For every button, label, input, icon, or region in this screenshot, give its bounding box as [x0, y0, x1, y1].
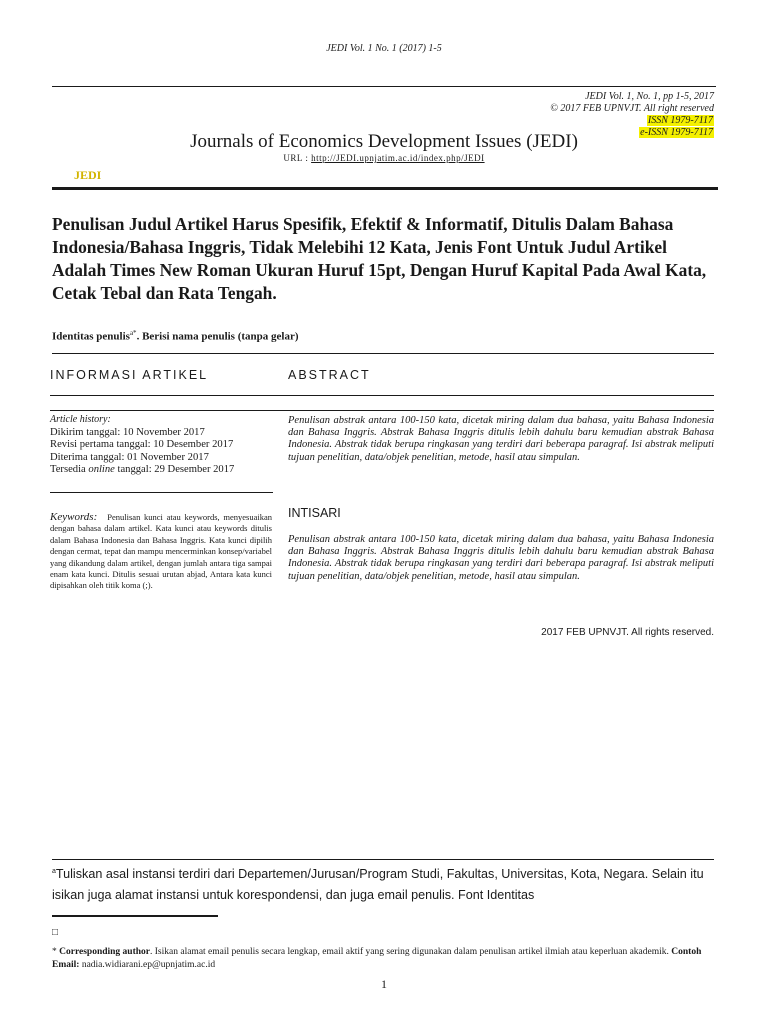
abstract-heading: ABSTRACT: [288, 368, 371, 382]
history-accepted: Diterima tanggal: 01 November 2017: [50, 451, 209, 463]
history-rule: [50, 492, 273, 493]
page-number: 1: [381, 977, 387, 991]
issn: ISSN 1979-7117: [647, 115, 713, 126]
email-value: nadia.widiarani.ep@upnjatim.ac.id: [79, 960, 216, 970]
corresponding-text: . Isikan alamat email penulis secara lengkap, email aktif yang sering digunakan dalam penulisan artikel ilmiah atau keperluan akademik.: [150, 947, 672, 957]
author-text: . Berisi nama penulis (tanpa gelar): [136, 330, 299, 343]
copyright-line: © 2017 FEB UPNVJT. All right reserved: [550, 103, 714, 114]
institution-text: Tuliskan asal instansi terdiri dari Departemen/Jurusan/Program Studi, Fakultas, Universitas, Kota, Negara. Selain itu isikan juga alamat instansi untuk korespondensi, dan juga email penulis. Font Identitas: [52, 867, 704, 903]
heading-rule-2: [50, 410, 714, 411]
footnote-text: [52, 946, 716, 972]
keywords-text: Penulisan kunci atau keywords, menyesuaikan dengan bahasa dalam artikel. Kata kunci atau keywords ditulis dalam Bahasa Indonesia dan Bahasa Inggris. Kata kunci dipilih dengan cermat, tepat dan mampu mencerminkan konsep/variabel yang dikandung dalam artikel, dengan jumlah antara tiga sampai enam kata kunci. Ditulis sesuai urutan abjad, Antara kata kunci dipisahkan oleh titik koma (;).: [50, 512, 272, 591]
journal-logo-text: JEDI: [74, 168, 102, 182]
article-history: [50, 414, 275, 477]
history-received: Dikirim tanggal: 10 November 2017: [50, 426, 205, 438]
author-label: Identitas penulis: [52, 330, 130, 343]
history-label: Article history:: [50, 414, 111, 425]
footnote-rule: [52, 915, 218, 917]
author-rule: [52, 353, 714, 354]
intisari-heading: INTISARI: [288, 506, 341, 520]
article-title: Penulisan Judul Artikel Harus Spesifik, Efektif & Informatif, Ditulis Dalam Bahasa Indonesia/Bahasa Inggris, Tidak Melebihi 12 Kata, Jenis Font Untuk Judul Artikel Adalah Times New Roman Ukuran Huruf 15pt, Dengan Huruf Kapital Pada Awal Kata, Cetak Tebal dan Rata Tengah.: [52, 214, 707, 303]
author-marks: a*: [129, 329, 137, 337]
institution-note: [52, 861, 716, 906]
history-online: Tersedia online tanggal: 29 Desember 2017: [50, 464, 235, 475]
journal-url-link[interactable]: http://JEDI.upnjatim.ac.id/index.php/JEDI: [311, 153, 485, 163]
institution-rule: [52, 859, 714, 860]
title-thick-rule: [52, 187, 718, 190]
footnote-star: *: [52, 947, 57, 957]
url-label: URL :: [283, 153, 312, 163]
corresponding-label: Corresponding author: [59, 947, 151, 957]
rights-statement: 2017 FEB UPNVJT. All rights reserved.: [541, 627, 714, 638]
institution-mark: a: [52, 868, 56, 875]
running-header: JEDI Vol. 1 No. 1 (2017) 1-5: [326, 43, 442, 54]
email-label: Contoh Email:: [52, 947, 702, 970]
footnote-symbol: □: [52, 927, 59, 938]
heading-rule: [50, 395, 714, 396]
info-heading: INFORMASI ARTIKEL: [50, 368, 209, 382]
author-line: [52, 329, 299, 343]
keywords-block: [50, 512, 272, 592]
history-revised: Revisi pertama tanggal: 10 Desember 2017: [50, 439, 234, 450]
journal-title: Journals of Economics Development Issues (JEDI): [190, 131, 578, 152]
keywords-label: Keywords:: [50, 511, 98, 523]
volume-line: JEDI Vol. 1, No. 1, pp 1-5, 2017: [585, 91, 714, 102]
eissn: e-ISSN 1979-7117: [640, 127, 713, 138]
header-rule: [52, 86, 716, 87]
intisari-text: Penulisan abstrak antara 100-150 kata, dicetak miring dalam dua bahasa, yaitu Bahasa Indonesia dan Bahasa Inggris. Abstrak Bahasa Inggris ditulis lebih dahulu baru kemudian abstrak Bahasa Indonesia. Abstrak tidak berupa ringkasan yang terdiri dari beberapa paragraf. Isi abstrak meliputi tujuan penelitian, data/objek penelitian, metode, hasil atau simpulan.: [288, 534, 714, 582]
journal-url-line: [0, 153, 768, 163]
abstract-text: Penulisan abstrak antara 100-150 kata, dicetak miring dalam dua bahasa, yaitu Bahasa Indonesia dan Bahasa Inggris. Abstrak Bahasa Inggris ditulis lebih dahulu baru kemudian abstrak Bahasa Indonesia. Abstrak tidak berupa ringkasan yang terdiri dari beberapa paragraf. Isi abstrak meliputi tujuan penelitian, data/objek penelitian, metode, hasil atau simpulan.: [288, 415, 714, 463]
